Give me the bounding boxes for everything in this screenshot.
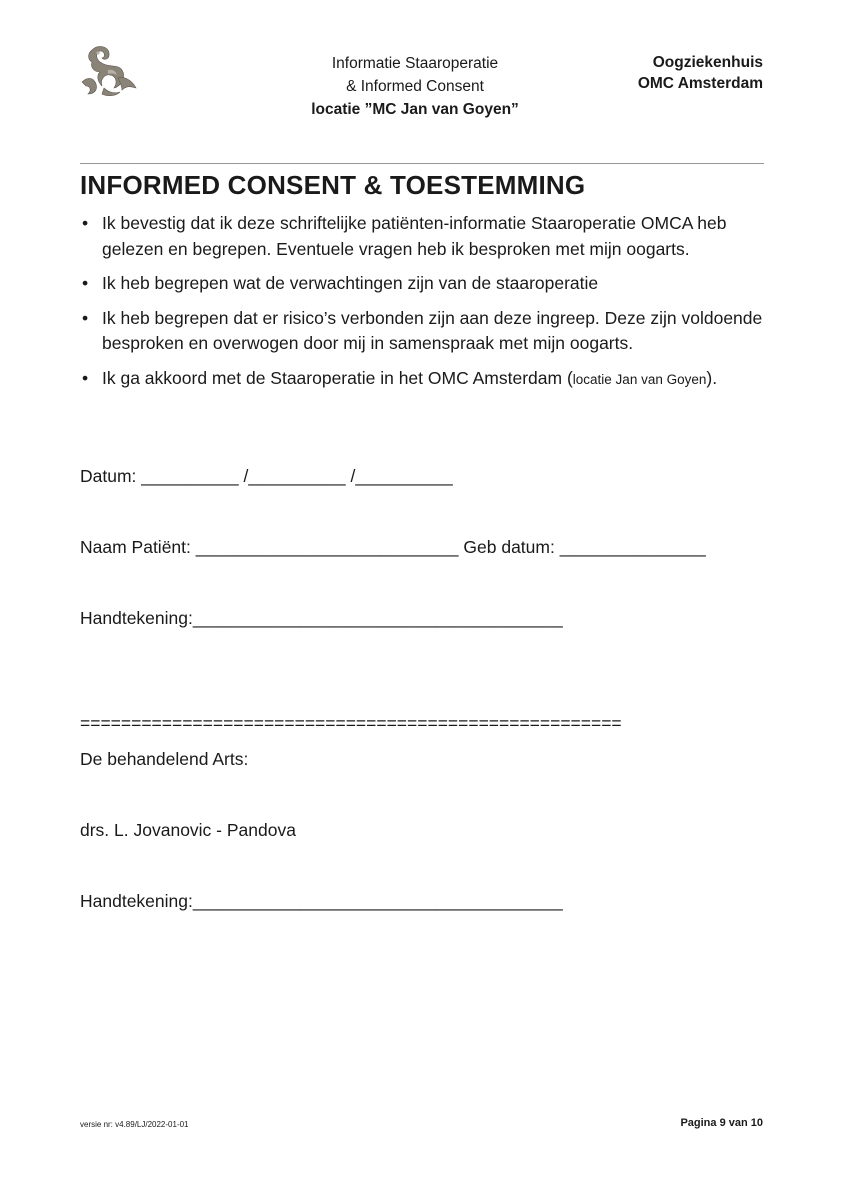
- physician-name: drs. L. Jovanovic - Pandova: [80, 820, 296, 840]
- physician-signature-field[interactable]: Handtekening:______________________________________: [80, 891, 563, 911]
- page-title: INFORMED CONSENT & TOESTEMMING: [80, 170, 586, 200]
- page-number: Pagina 9 van 10: [680, 1117, 763, 1129]
- date-field[interactable]: Datum: __________ /__________ /__________: [80, 466, 453, 486]
- doc-location: locatie ”MC Jan van Goyen”: [311, 101, 519, 118]
- bullet-icon: •: [82, 273, 89, 293]
- statement-text: Ik ga akkoord met de Staaroperatie in het OMC Amsterdam: [102, 367, 567, 388]
- location-paren-open: (: [566, 367, 573, 388]
- bullet-icon: •: [82, 307, 89, 328]
- org-line2: OMC Amsterdam: [637, 75, 763, 92]
- section-separator: =====================================================: [80, 713, 622, 733]
- doc-title-line2: & Informed Consent: [346, 78, 484, 95]
- location-note: locatie Jan van Goyen: [572, 371, 707, 387]
- consent-statement: [80, 271, 770, 297]
- consent-statement: [80, 211, 770, 262]
- org-line1: Oogziekenhuis: [652, 54, 763, 71]
- physician-label: De behandelend Arts:: [80, 749, 249, 769]
- bullet-icon: •: [82, 213, 89, 233]
- bullet-icon: •: [82, 367, 89, 388]
- statement-text: Ik heb begrepen dat er risico’s verbonden zijn aan deze ingreep. Deze zijn voldoende besproken en overwogen door mij in samenspraak met mijn oogarts.: [102, 307, 763, 353]
- header-divider: [80, 163, 764, 164]
- organization-name: [638, 52, 763, 94]
- consent-statement: [80, 306, 770, 357]
- statement-text: Ik heb begrepen wat de verwachtingen zijn van de staaroperatie: [102, 273, 599, 293]
- patient-signature-field[interactable]: Handtekening:______________________________________: [80, 608, 563, 628]
- statement-text: Ik bevestig dat ik deze schriftelijke patiënten-informatie Staaroperatie OMCA heb gelezen en begrepen. Eventuele vragen heb ik besproken met mijn oogarts.: [102, 213, 727, 259]
- consent-statements: [80, 211, 770, 401]
- document-header: [280, 52, 550, 121]
- consent-statement: [80, 366, 770, 393]
- patient-name-birthdate-field[interactable]: Naam Patiënt: ___________________________ Geb datum: _______________: [80, 537, 706, 557]
- doc-title-line1: Informatie Staaroperatie: [331, 55, 499, 72]
- version-number: versie nr: v4.89/LJ/2022-01-01: [80, 1120, 189, 1129]
- omc-logo-icon: [78, 42, 140, 98]
- location-paren-close: ).: [706, 367, 718, 388]
